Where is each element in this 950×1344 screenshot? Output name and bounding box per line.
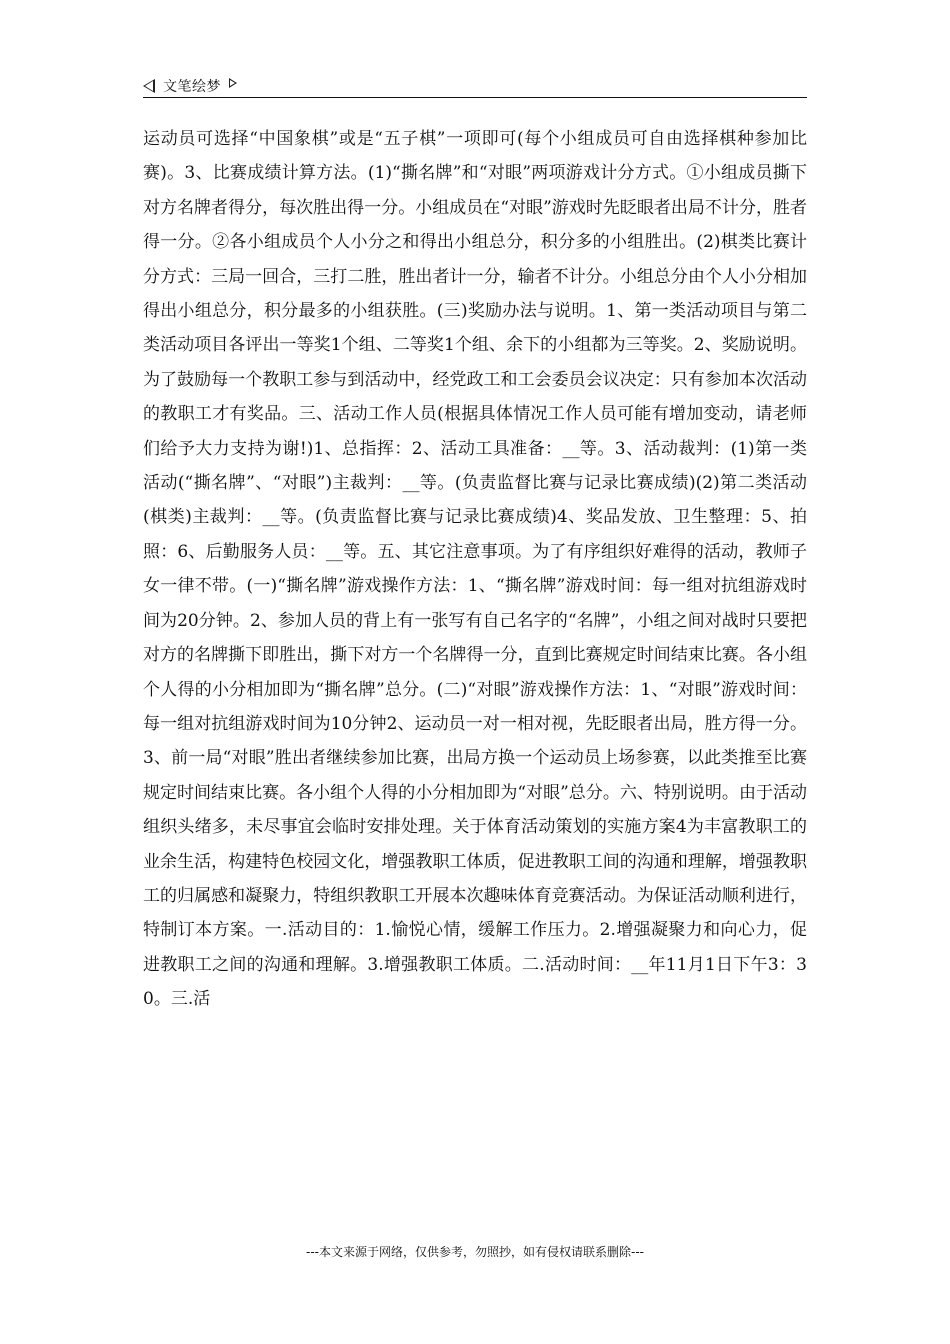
page-footer: ---本文来源于网络，仅供参考，勿照抄，如有侵权请联系删除--- [306, 1245, 644, 1259]
header-divider [143, 97, 807, 98]
triangle-right-icon [229, 78, 237, 88]
body-paragraph: 运动员可选择“中国象棋”或是“五子棋”一项即可(每个小组成员可自由选择棋种参加比赛)。3、比赛成绩计算方法。(1)“撕名牌”和“对眼”两项游戏计分方式。①小组成员撕下对方名牌者得分，每次胜出得一分。小组成员在“对眼”游戏时先眨眼者出局不计分，胜者得一分。②各小组成员个人小分之和得出小组总分，积分多的小组胜出。(2)棋类比赛计分方式：三局一回合，三打二胜，胜出者计一分，输者不计分。小组总分由个人小分相加得出小组总分，积分最多的小组获胜。(三)奖励办法与说明。1、第一类活动项目与第二类活动项目各评出一等奖1个组、二等奖1个组、余下的小组都为三等奖。2、奖励说明。为了鼓励每一个教职工参与到活动中，经党政工和工会委员会议决定：只有参加本次活动的教职工才有奖品。三、活动工作人员(根据具体情况工作人员可能有增加变动，请老师们给予大力支持为谢!)1、总指挥：2、活动工具准备：__等。3、活动裁判：(1)第一类活动(“撕名牌”、“对眼”)主裁判：__等。(负责监督比赛与记录比赛成绩)(2)第二类活动(棋类)主裁判：__等。(负责监督比赛与记录比赛成绩)4、奖品发放、卫生整理：5、拍照：6、后勤服务人员：__等。五、其它注意事项。为了有序组织好难得的活动，教师子女一律不带。(一)“撕名牌”游戏操作方法：1、“撕名牌”游戏时间：每一组对抗组游戏时间为20分钟。2、参加人员的背上有一张写有自己名字的“名牌”，小组之间对战时只要把对方的名牌撕下即胜出，撕下对方一个名牌得一分，直到比赛规定时间结束比赛。各小组个人得的小分相加即为“撕名牌”总分。(二)“对眼”游戏操作方法：1、“对眼”游戏时间：每一组对抗组游戏时间为10分钟2、运动员一对一相对视，先眨眼者出局，胜方得一分。3、前一局“对眼”胜出者继续参加比赛，出局方换一个运动员上场参赛，以此类推至比赛规定时间结束比赛。各小组个人得的小分相加即为“对眼”总分。六、特别说明。由于活动组织头绪多，未尽事宜会临时安排处理。关于体育活动策划的实施方案4为丰富教职工的业余生活，构建特色校园文化，增强教职工体质，促进教职工间的沟通和理解，增强教职工的归属感和凝聚力，特组织教职工开展本次趣味体育竞赛活动。为保证活动顺利进行，特制订本方案。一.活动目的：1.愉悦心情，缓解工作压力。2.增强凝聚力和向心力，促进教职工之间的沟通和理解。3.增强教职工体质。二.活动时间：__年11月1日下午3：30。三.活 [143, 129, 807, 1010]
header-brand: 文笔绘梦 [163, 79, 221, 95]
triangle-left-icon [143, 79, 155, 93]
page-header [143, 74, 807, 98]
